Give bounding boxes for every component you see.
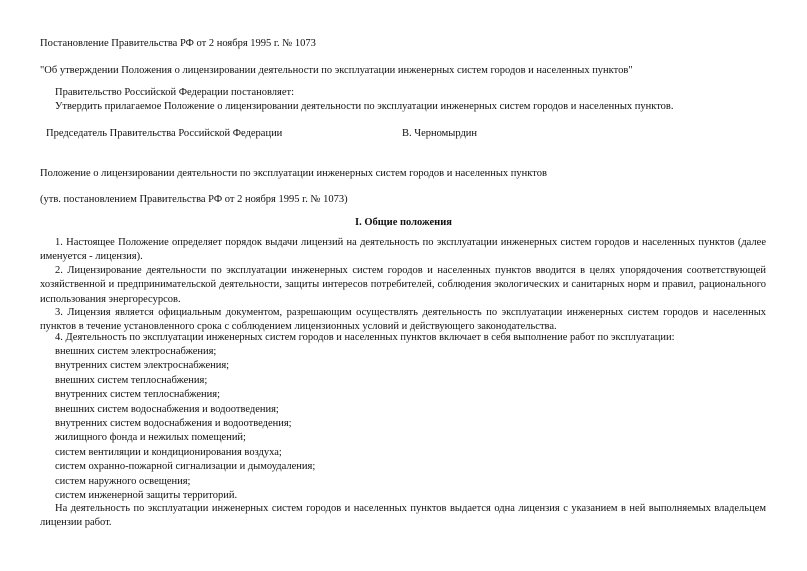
paragraph-5: На деятельность по эксплуатации инженерных систем городов и населенных пунктов выдается одна лицензия с указанием в ней выполняемых владельцем лицензии работ. bbox=[40, 503, 766, 529]
list-item: внутренних систем теплоснабжения; bbox=[55, 389, 221, 401]
list-item: жилищного фонда и нежилых помещений; bbox=[55, 432, 246, 444]
regulation-approval: (утв. постановлением Правительства РФ от 2 ноября 1995 г. № 1073) bbox=[40, 194, 348, 205]
paragraph-1: 1. Настоящее Положение определяет порядок выдачи лицензий на деятельность по эксплуатации инженерных систем городов и населенных пунктов (далее именуется - лицензия). bbox=[40, 237, 766, 263]
list-item: систем вентиляции и кондиционирования воздуха; bbox=[55, 446, 282, 458]
section-heading: I. Общие положения bbox=[355, 217, 452, 228]
document-subject: "Об утверждении Положения о лицензировании деятельности по эксплуатации инженерных систем городов и населенных пунктов" bbox=[40, 65, 633, 76]
list-item: внутренних систем электроснабжения; bbox=[55, 360, 230, 372]
paragraph-4: 4. Деятельность по эксплуатации инженерных систем городов и населенных пунктов включает в себя выполнение работ по эксплуатации: bbox=[55, 332, 675, 343]
list-item: внешних систем водоснабжения и водоотведения; bbox=[55, 403, 279, 415]
decree-text: Утвердить прилагаемое Положение о лицензировании деятельности по эксплуатации инженерных систем городов и населенных пунктов. bbox=[55, 101, 674, 112]
work-list bbox=[55, 345, 315, 503]
document-title: Постановление Правительства РФ от 2 ноября 1995 г. № 1073 bbox=[40, 38, 316, 49]
list-item: внутренних систем водоснабжения и водоотведения; bbox=[55, 418, 292, 430]
list-item: внешних систем электроснабжения; bbox=[55, 346, 217, 357]
list-item: систем охранно-пожарной сигнализации и дымоудаления; bbox=[55, 461, 316, 473]
list-item: внешних систем теплоснабжения; bbox=[55, 374, 208, 386]
paragraph-3: 3. Лицензия является официальным документом, разрешающим осуществлять деятельность по эксплуатации инженерных систем городов и населенных пунктов в течение установленного срока с соблюдением лицензионных условий и действующего законодательства. bbox=[40, 307, 766, 333]
regulation-title: Положение о лицензировании деятельности по эксплуатации инженерных систем городов и населенных пунктов bbox=[40, 168, 547, 179]
signature-name: В. Черномырдин bbox=[402, 128, 478, 139]
paragraph-2: 2. Лицензирование деятельности по эксплуатации инженерных систем городов и населенных пунктов вводится в целях упорядочения соответствующей хозяйственной и предпринимательской деятельности, защиты интересов потребителей, соблюдения экологических и санитарных норм и правил, рационального использования энергоресурсов. bbox=[40, 265, 766, 305]
signature-title: Председатель Правительства Российской Федерации bbox=[46, 128, 283, 139]
list-item: систем наружного освещения; bbox=[55, 475, 191, 487]
list-item: систем инженерной защиты территорий. bbox=[55, 490, 238, 502]
decree-preamble: Правительство Российской Федерации постановляет: bbox=[55, 87, 295, 98]
